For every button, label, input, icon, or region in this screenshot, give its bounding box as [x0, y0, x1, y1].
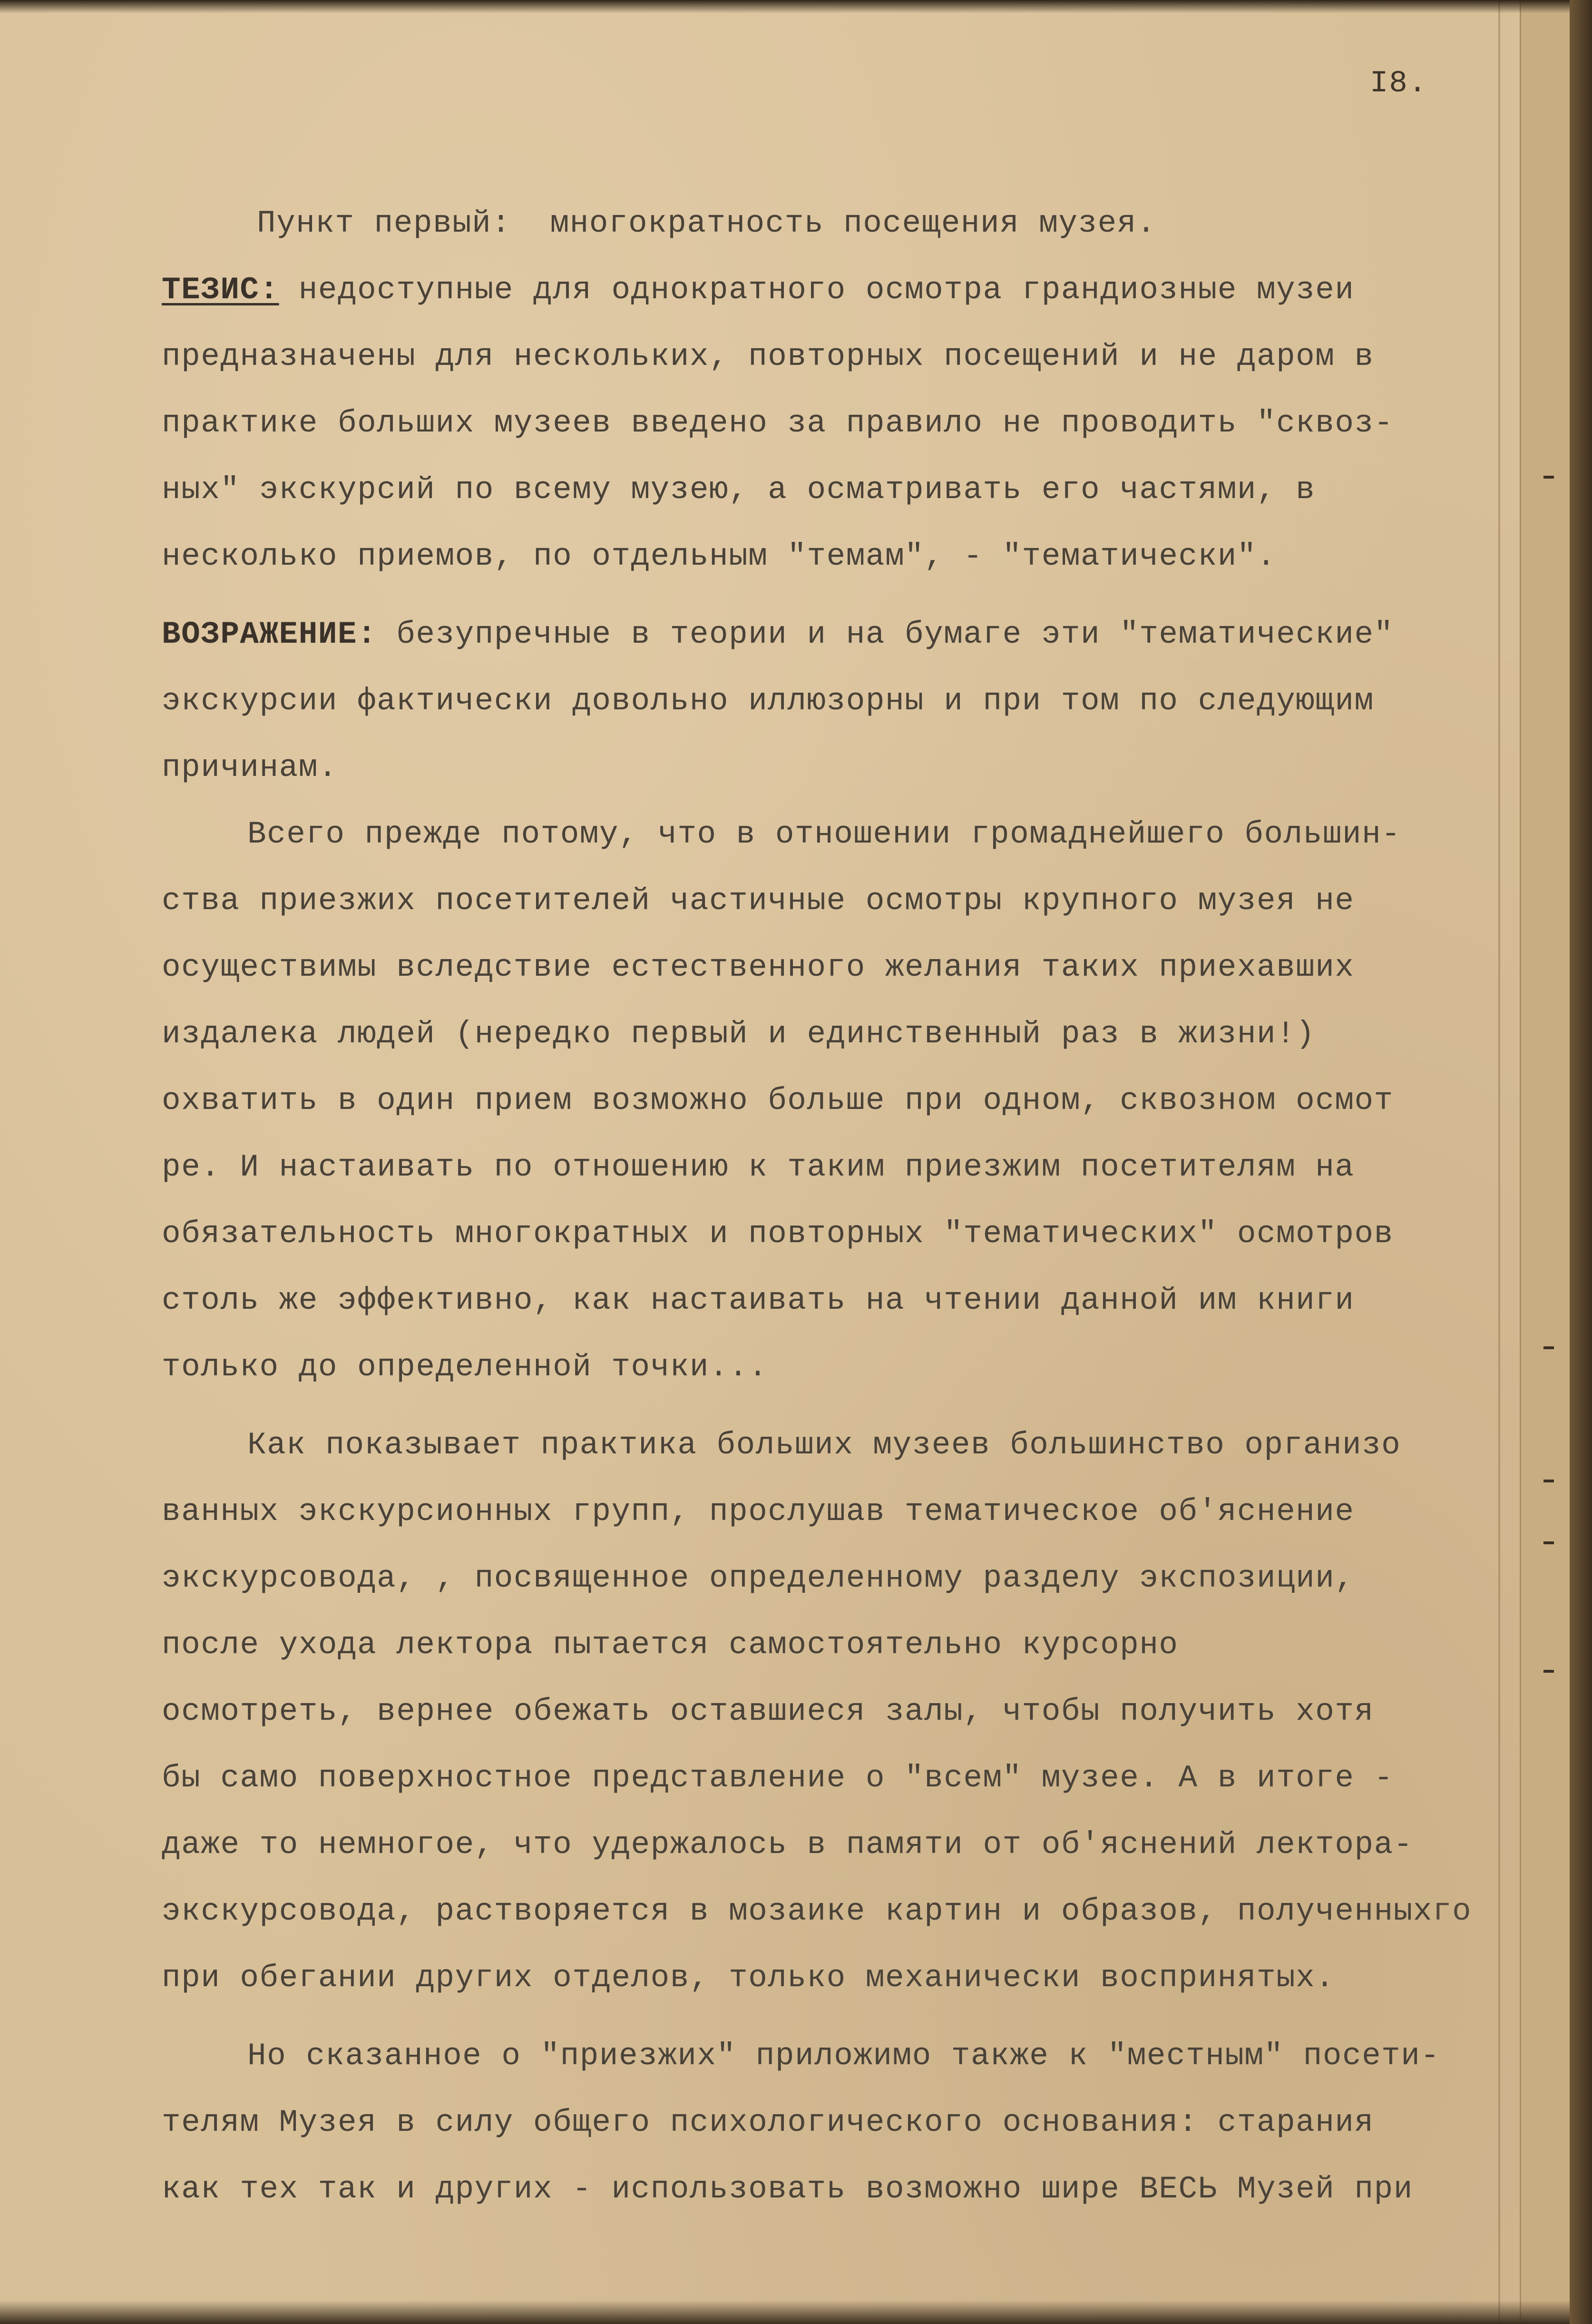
text-line: причинам. — [162, 750, 338, 785]
margin-mark — [1543, 1346, 1554, 1349]
text-line: ства приезжих посетителей частичные осмотры крупного музея не — [162, 883, 1355, 919]
text-line: бы само поверхностное представление о "всем" музее. А в итоге - — [162, 1760, 1394, 1796]
text-line: безупречные в теории и на бумаге эти "тематические" — [377, 617, 1394, 652]
margin-mark — [1543, 476, 1554, 479]
scan-edge-top — [0, 0, 1592, 13]
text-line: издалека людей (нередко первый и единственный раз в жизни!) — [162, 1016, 1316, 1052]
thesis-label: ТЕЗИС: — [162, 272, 279, 308]
underlying-sheet — [1520, 0, 1571, 2324]
overflow-text: го — [1432, 1893, 1472, 1929]
text-line: Но сказанное о "приезжих" приложимо также к "местным" посети- — [247, 2038, 1440, 2074]
text-line: Пункт первый: многократность посещения музея. — [257, 206, 1156, 241]
scan-edge-right — [1570, 0, 1592, 2324]
text-line: столь же эффективно, как настаивать на чтении данной им книги — [162, 1283, 1355, 1318]
text-line: как тех так и других - использовать возможно шире ВЕСЬ Музей при — [162, 2171, 1413, 2207]
text-line: практике больших музеев введено за правило не проводить "сквоз- — [162, 405, 1394, 441]
thesis-paragraph — [162, 257, 1494, 590]
margin-mark — [1543, 1541, 1554, 1544]
text-line: ре. И настаивать по отношению к таким приезжим посетителям на — [162, 1149, 1355, 1185]
text-line: при обегании других отделов, только механически воспринятых. — [162, 1960, 1335, 1996]
margin-mark — [1543, 1670, 1554, 1673]
text-line: экскурсии фактически довольно иллюзорны и при том по следующим — [162, 683, 1374, 719]
objection-paragraph — [162, 601, 1494, 801]
text-line: несколько приемов, по отдельным "темам", - "тематически". — [162, 539, 1277, 574]
text-line: предназначены для нескольких, повторных посещений и не даром в — [162, 339, 1374, 374]
text-line: экскурсовода, растворяется в мозаике картин и образов, полученных — [162, 1893, 1433, 1929]
text-line: после ухода лектора пытается самостоятельно курсорно — [162, 1627, 1179, 1663]
text-line: Как показывает практика больших музеев большинство организо — [247, 1427, 1401, 1463]
text-line: обязательность многократных и повторных "тематических" осмотров — [162, 1216, 1394, 1252]
text-line: осмотреть, вернее обежать оставшиеся залы, чтобы получить хотя — [162, 1694, 1374, 1729]
text-line: даже то немногое, что удержалось в памяти от об'яснений лектора- — [162, 1827, 1413, 1863]
body-paragraph — [162, 2023, 1494, 2223]
page-number: I8. — [1370, 67, 1428, 101]
section-heading — [162, 190, 1494, 257]
scan-edge-bottom — [0, 2300, 1592, 2324]
margin-mark — [1543, 1480, 1554, 1482]
text-line: только до определенной точки... — [162, 1349, 768, 1385]
text-line: Всего прежде потому, что в отношении громаднейшего большин- — [247, 816, 1401, 852]
text-line: ванных экскурсионных групп, прослушав тематическое об'яснение — [162, 1494, 1355, 1530]
objection-label: ВОЗРАЖЕНИЕ: — [162, 617, 377, 652]
page-fold — [1498, 0, 1500, 2324]
body-paragraph — [162, 801, 1494, 1401]
text-line: охватить в один прием возможно больше при одном, сквозном осмот — [162, 1083, 1394, 1118]
text-line: осуществимы вследствие естественного желания таких приехавших — [162, 950, 1355, 985]
typed-text — [162, 190, 1494, 2223]
text-line: экскурсовода, , посвященное определенному разделу экспозиции, — [162, 1560, 1355, 1596]
text-line: телям Музея в силу общего психологического основания: старания — [162, 2105, 1374, 2140]
text-line: ных" экскурсий по всему музею, а осматривать его частями, в — [162, 472, 1316, 508]
body-paragraph — [162, 1412, 1494, 2011]
text-line: недоступные для однократного осмотра грандиозные музеи — [279, 272, 1355, 308]
